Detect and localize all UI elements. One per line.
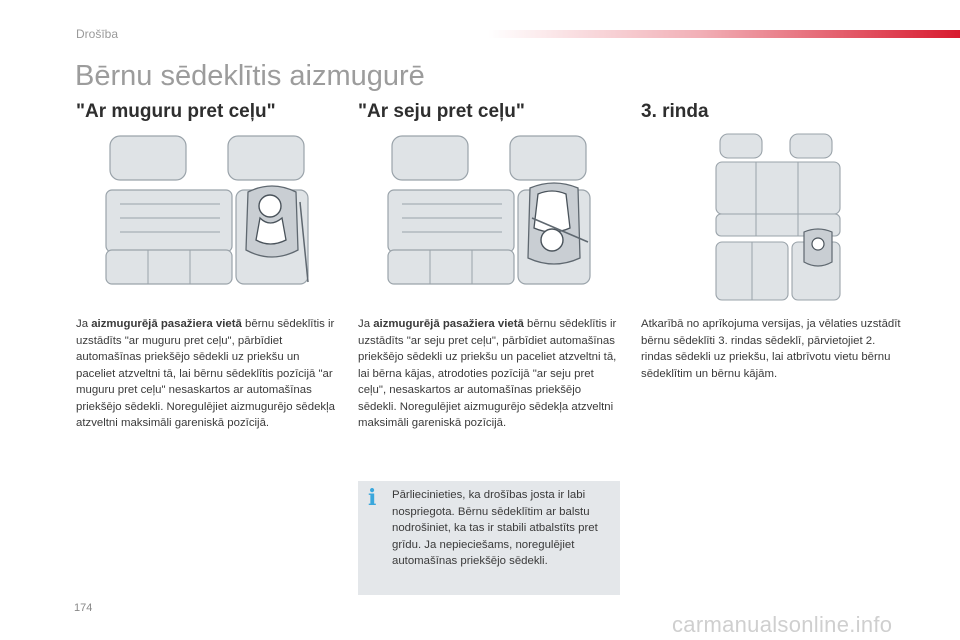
third-row-seat-illustration: [706, 132, 846, 304]
heading-forward-facing: "Ar seju pret ceļu": [358, 101, 525, 122]
rear-facing-seat-illustration: [100, 132, 322, 304]
text-rear-facing: Ja aizmugurējā pasažiera vietā bērnu sēdeklītis ir uzstādīts "ar muguru pret ceļu", pārbīdiet automašīnas priekšējo sēdekli uz priekšu un paceliet atzveltni tā, lai bērnu sēdeklītis pozīcijā "ar muguru pret ceļu" nesaskartos ar automašīnas priekšējo sēdekli. Noregulējiet aizmugurējo sēdekļa atzveltni maksimāli gareniskā pozīcijā.: [76, 318, 335, 429]
page-number: 174: [74, 602, 93, 614]
forward-facing-seat-illustration: [382, 132, 604, 304]
header-accent-bar: [488, 30, 960, 38]
text-third-row: Atkarībā no aprīkojuma versijas, ja vēlaties uzstādīt bērnu sēdeklīti 3. rindas sēdeklī, pārvietojiet 2. rindas sēdekli uz priekšu, lai atbrīvotu vietu bērnu sēdeklītim un bērnu kājām.: [641, 318, 901, 380]
info-box: [358, 481, 620, 595]
section-label: Drošība: [76, 27, 119, 41]
heading-rear-facing: "Ar muguru pret ceļu": [76, 101, 276, 122]
heading-third-row: 3. rinda: [641, 101, 709, 122]
info-text: Pārliecinieties, ka drošības josta ir labi nospriegota. Bērnu sēdeklītim ar balstu nodrošiniet, ka tas ir stabili atbalstīts pret grīdu. Ja nepieciešams, noregulējiet automašīnas priekšējo sēdekli.: [392, 489, 598, 567]
watermark: carmanualsonline.info: [672, 612, 893, 637]
text-forward-facing: Ja aizmugurējā pasažiera vietā bērnu sēdeklītis ir uzstādīts "ar seju pret ceļu", pārbīdiet automašīnas priekšējo sēdekli uz priekšu un paceliet atzveltni tā, lai bērna kājas, atrodoties pozīcijā "ar seju pret ceļu", nesaskartos ar automašīnas priekšējo sēdekli. Noregulējiet aizmugurējo sēdekļa atzveltni maksimāli gareniskā pozīcijā.: [358, 318, 617, 429]
info-icon: i: [368, 485, 377, 511]
page-title: Bērnu sēdeklītis aizmugurē: [75, 60, 425, 92]
